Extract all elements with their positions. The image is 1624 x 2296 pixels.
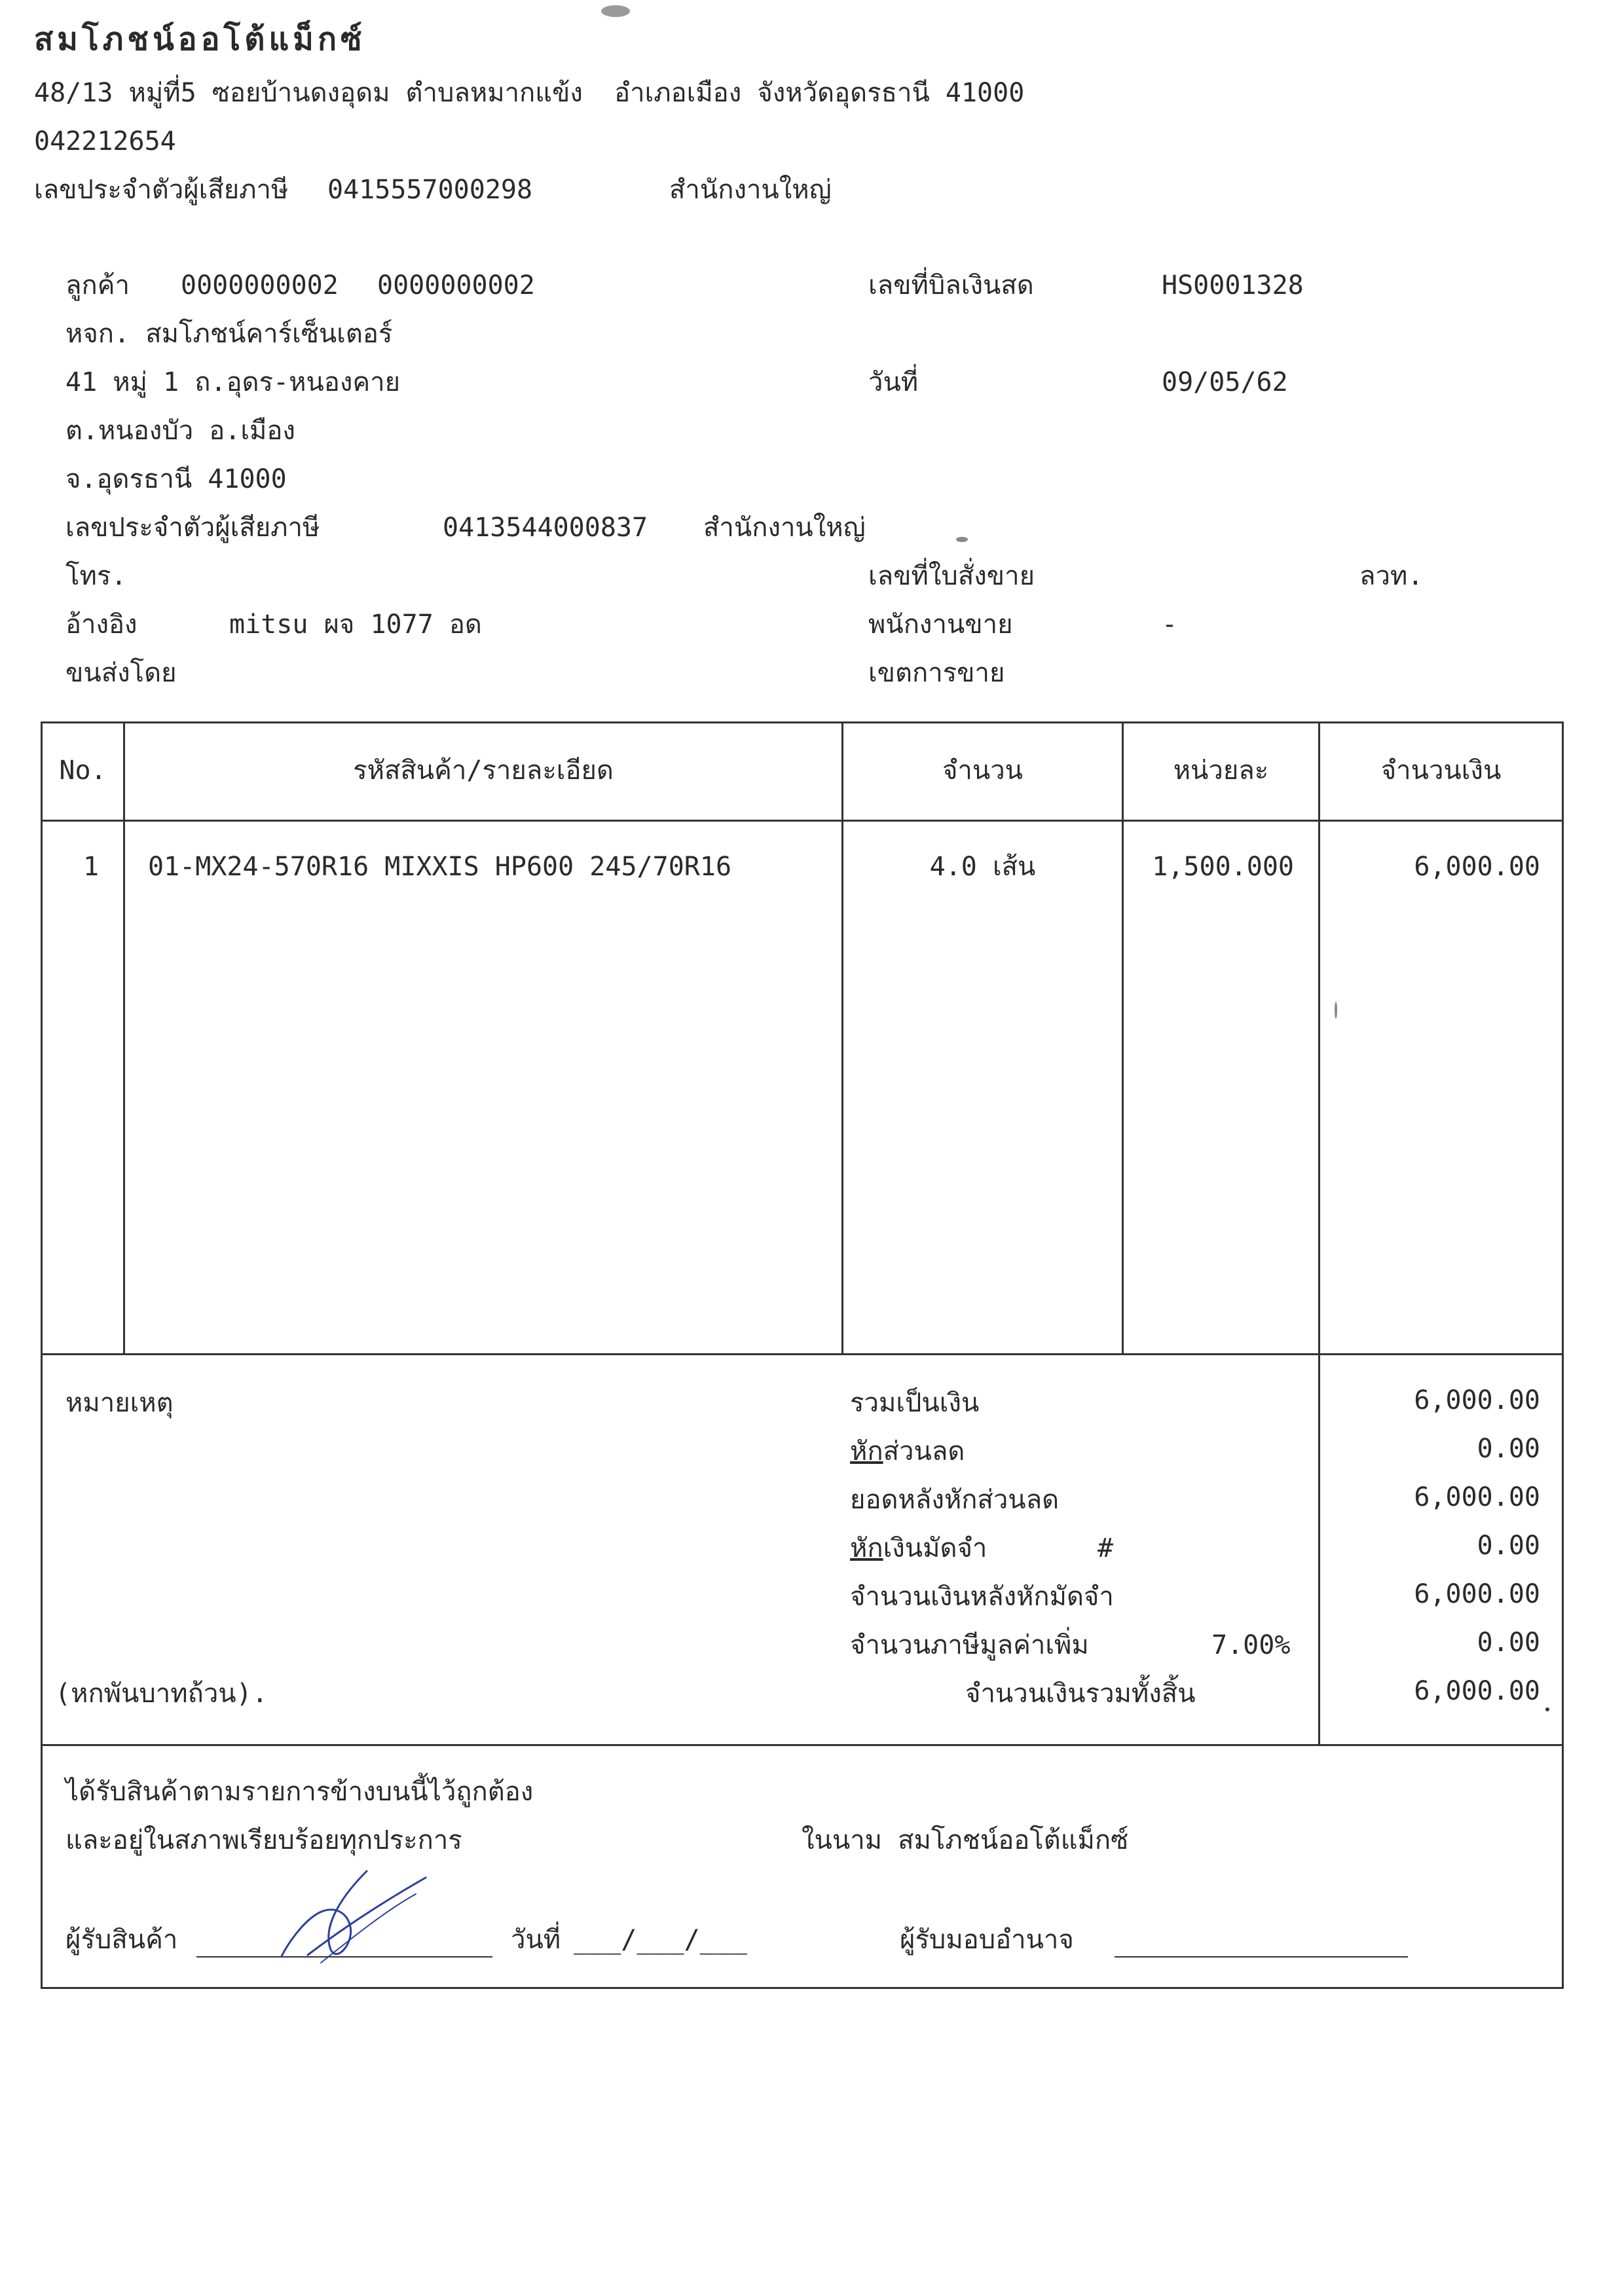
row-quantity: 4.0 เส้น	[929, 852, 1036, 882]
amount-in-words: (หกพันบาทถ้วน).	[55, 1679, 268, 1709]
company-address: 48/13 หมู่ที่5 ซอยบ้านดงอุดม ตำบลหมากแข้ง อำเภอเมือง จังหวัดอุดรธานี 41000	[34, 78, 1025, 108]
customer-tax-id: 0413544000837	[443, 513, 648, 543]
scan-speck	[956, 537, 968, 542]
table-header-divider	[41, 820, 1564, 822]
received-line-2: และอยู่ในสภาพเรียบร้อยทุกประการ	[65, 1825, 462, 1855]
subtotal-value: 6,000.00	[1414, 1385, 1540, 1415]
customer-address-1: 41 หมู่ 1 ถ.อุดร-หนองคาย	[65, 367, 401, 397]
receive-date-blank: ___/___/___	[574, 1925, 747, 1955]
subtotal-label: รวมเป็นเงิน	[850, 1388, 980, 1418]
discount-label: หักส่วนลด	[850, 1436, 965, 1467]
customer-address-2: ต.หนองบัว อ.เมือง	[65, 416, 295, 446]
remarks-label: หมายเหตุ	[65, 1388, 174, 1418]
vat-rate: 7.00%	[1211, 1630, 1291, 1660]
on-behalf-label: ในนาม สมโภชน์ออโต้แม็กซ์	[802, 1825, 1129, 1855]
authorized-signature-line	[1115, 1956, 1408, 1958]
deposit-label: หักเงินมัดจำ	[850, 1533, 987, 1563]
customer-label: ลูกค้า	[65, 270, 130, 301]
bill-date: 09/05/62	[1162, 367, 1288, 397]
grand-total-value: 6,000.00	[1414, 1676, 1540, 1706]
company-phone: 042212654	[34, 126, 176, 156]
vat-value: 0.00	[1477, 1628, 1540, 1658]
bill-number-label: เลขที่บิลเงินสด	[868, 270, 1034, 301]
scan-speck	[1335, 1002, 1337, 1019]
company-tax-id-label: เลขประจำตัวผู้เสียภาษี	[34, 175, 289, 205]
row-amount: 6,000.00	[1414, 852, 1540, 882]
customer-phone-label: โทร.	[65, 561, 127, 591]
receiver-label: ผู้รับสินค้า	[65, 1925, 178, 1955]
customer-name: หจก. สมโภชน์คาร์เซ็นเตอร์	[65, 319, 393, 349]
shipping-label: ขนส่งโดย	[65, 658, 177, 688]
discount-value: 0.00	[1477, 1434, 1540, 1464]
vat-label: จำนวนภาษีมูลค่าเพิ่ม	[850, 1630, 1089, 1660]
customer-address-3: จ.อุดรธานี 41000	[65, 464, 287, 494]
received-line-1: ได้รับสินค้าตามรายการข้างบนนี้ไว้ถูกต้อง	[65, 1777, 534, 1807]
sales-area-label: เขตการขาย	[868, 658, 1005, 688]
reference-label: อ้างอิง	[65, 610, 138, 640]
col-header-unit-price: หน่วยละ	[1173, 756, 1269, 786]
deposit-value: 0.00	[1477, 1531, 1540, 1561]
after-discount-label: ยอดหลังหักส่วนลด	[850, 1485, 1060, 1515]
bill-number: HS0001328	[1162, 270, 1304, 301]
sales-order-label: เลขที่ใบสั่งขาย	[868, 561, 1035, 591]
bill-date-label: วันที่	[868, 367, 919, 397]
company-name: สมโภชน์ออโต้แม็กซ์	[34, 21, 366, 58]
company-branch: สำนักงานใหญ่	[669, 175, 832, 205]
authorized-label: ผู้รับมอบอำนาจ	[900, 1925, 1074, 1955]
col-header-no: No.	[59, 756, 107, 786]
reference-value: mitsu ผจ 1077 อด	[229, 610, 482, 640]
row-no: 1	[83, 852, 100, 882]
after-discount-value: 6,000.00	[1414, 1482, 1540, 1512]
row-unit-price: 1,500.000	[1152, 852, 1294, 882]
grand-total-label: จำนวนเงินรวมทั้งสิ้น	[965, 1679, 1196, 1709]
scan-speck	[601, 5, 630, 17]
after-deposit-label: จำนวนเงินหลังหักมัดจำ	[850, 1582, 1114, 1612]
company-tax-id: 0415557000298	[327, 175, 533, 205]
credit-label: ลวท.	[1359, 561, 1424, 591]
customer-branch: สำนักงานใหญ่	[703, 513, 866, 543]
items-table	[41, 721, 1564, 1355]
customer-tax-id-label: เลขประจำตัวผู้เสียภาษี	[65, 513, 320, 543]
col-header-description: รหัสสินค้า/รายละเอียด	[353, 756, 614, 786]
scan-speck	[1545, 1707, 1549, 1711]
salesperson-value: -	[1162, 610, 1178, 640]
row-description: 01-MX24-570R16 MIXXIS HP600 245/70R16	[148, 852, 732, 882]
col-header-amount: จำนวนเงิน	[1380, 756, 1502, 786]
handwritten-signature	[268, 1865, 439, 1969]
receive-date-label: วันที่	[511, 1925, 561, 1955]
customer-code-1: 0000000002	[181, 270, 339, 301]
deposit-hash: #	[1098, 1533, 1114, 1563]
salesperson-label: พนักงานขาย	[868, 610, 1013, 640]
col-header-quantity: จำนวน	[942, 756, 1024, 786]
customer-code-2: 0000000002	[377, 270, 535, 301]
after-deposit-value: 6,000.00	[1414, 1579, 1540, 1609]
